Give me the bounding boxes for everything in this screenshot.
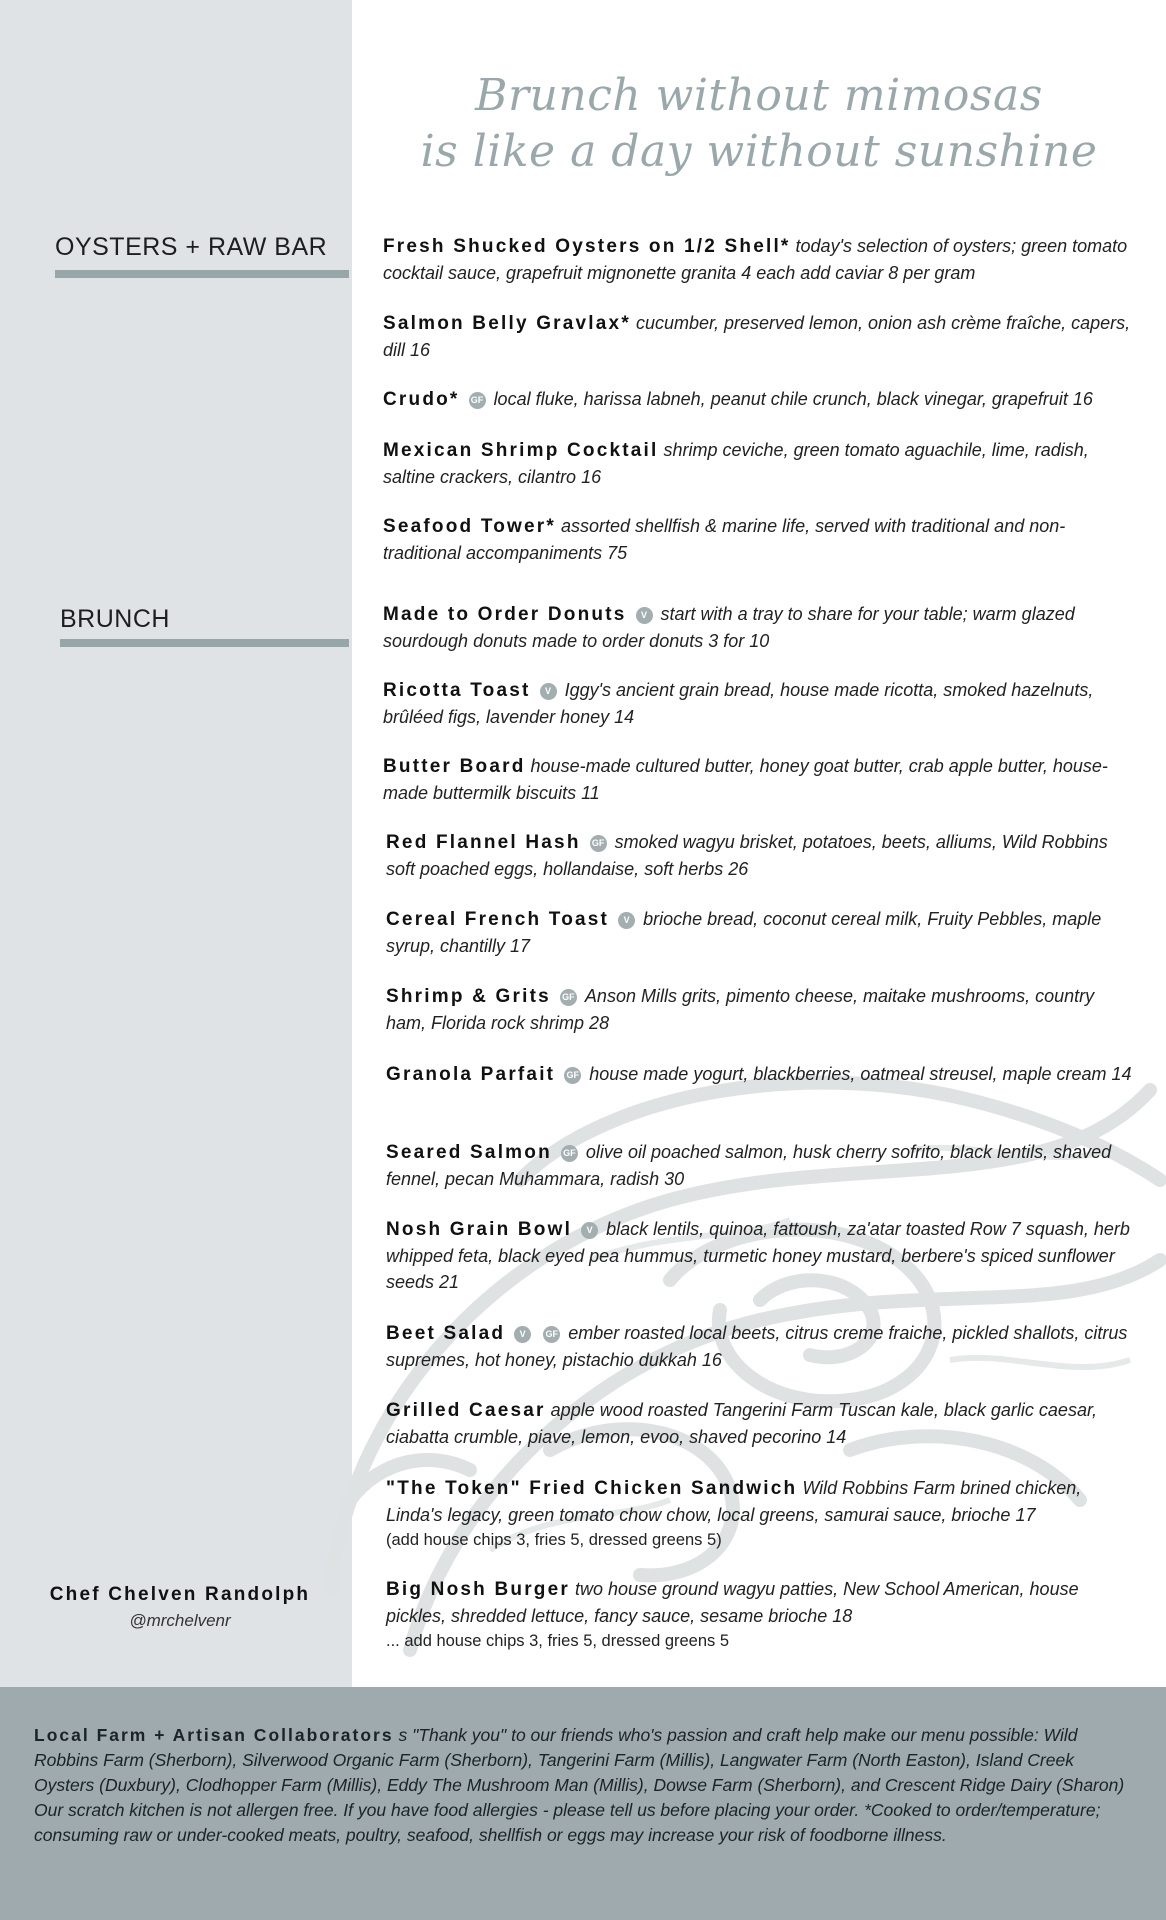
item-name: Grilled Caesar — [386, 1400, 546, 1421]
item-name: Shrimp & Grits — [386, 986, 551, 1007]
chef-social-handle: @mrchelvenr — [129, 1611, 231, 1630]
item-description: today's selection of oysters; green tomato cocktail sauce, grapefruit mignonette granita 4 each add caviar 8 per gram — [383, 236, 1128, 283]
menu-item — [386, 1576, 1136, 1653]
menu-item — [383, 233, 1133, 286]
item-name: Nosh Grain Bowl — [386, 1219, 573, 1240]
menu-item — [383, 513, 1133, 566]
item-name: Mexican Shrimp Cocktail — [383, 440, 659, 461]
menu-item — [386, 906, 1136, 959]
item-name: Beet Salad — [386, 1323, 506, 1344]
item-name: Ricotta Toast — [383, 680, 531, 701]
item-name: Red Flannel Hash — [386, 832, 581, 853]
item-description: apple wood roasted Tangerini Farm Tuscan kale, black garlic caesar, ciabatta crumble, piave, lemon, evoo, shaved pecorino 14 — [386, 1400, 1097, 1447]
menu-item — [386, 1061, 1136, 1088]
menu-item — [383, 437, 1133, 490]
vegetarian-badge-icon: V — [636, 607, 653, 624]
item-name: Granola Parfait — [386, 1064, 556, 1085]
menu-item — [386, 1397, 1136, 1450]
vegetarian-badge-icon: V — [618, 912, 635, 929]
item-name: Fresh Shucked Oysters on 1/2 Shell* — [383, 236, 791, 257]
menu-item — [386, 1139, 1136, 1192]
item-name: Made to Order Donuts — [383, 604, 627, 625]
item-add-ons: ... add house chips 3, fries 5, dressed greens 5 — [386, 1632, 730, 1650]
vegetarian-badge-icon: V — [581, 1222, 598, 1239]
menu-item — [383, 677, 1133, 730]
gluten-free-badge-icon: GF — [561, 1145, 578, 1162]
item-description: cucumber, preserved lemon, onion ash crème fraîche, capers, dill 16 — [383, 313, 1131, 360]
item-name: Big Nosh Burger — [386, 1579, 570, 1600]
item-name: Salmon Belly Gravlax* — [383, 313, 631, 334]
footer-collaborators-heading: Local Farm + Artisan Collaborators — [34, 1725, 394, 1745]
gluten-free-badge-icon: GF — [469, 392, 486, 409]
item-add-ons: (add house chips 3, fries 5, dressed greens 5) — [386, 1531, 722, 1549]
item-description: shrimp ceviche, green tomato aguachile, lime, radish, saltine crackers, cilantro 16 — [383, 440, 1089, 487]
headline — [352, 68, 1166, 180]
item-name: Seared Salmon — [386, 1142, 552, 1163]
item-name: Butter Board — [383, 756, 526, 777]
menu-item — [383, 386, 1133, 413]
chef-name: Chef Chelven Randolph — [49, 1584, 311, 1605]
section-title-raw-bar: OYSTERS + RAW BAR — [55, 233, 328, 261]
menu-item — [383, 310, 1133, 363]
menu-item — [386, 1320, 1136, 1373]
item-description: Wild Robbins Farm brined chicken, Linda's legacy, green tomato chow chow, local greens, samurai sauce, brioche 17 — [386, 1478, 1082, 1525]
item-description: Iggy's ancient grain bread, house made ricotta, smoked hazelnuts, brûléed figs, lavender honey 14 — [383, 680, 1094, 727]
item-description: Anson Mills grits, pimento cheese, maitake mushrooms, country ham, Florida rock shrimp 28 — [386, 986, 1095, 1033]
headline-line-2: is like a day without sunshine — [420, 126, 1098, 177]
item-description: house made yogurt, blackberries, oatmeal streusel, maple cream 14 — [589, 1064, 1132, 1084]
item-description: ember roasted local beets, citrus creme fraiche, pickled shallots, citrus supremes, hot honey, pistachio dukkah 16 — [386, 1323, 1128, 1370]
gluten-free-badge-icon: GF — [543, 1326, 560, 1343]
item-description: assorted shellfish & marine life, served with traditional and non-traditional accompaniments 75 — [383, 516, 1066, 563]
menu-item — [386, 1216, 1136, 1295]
item-description: brioche bread, coconut cereal milk, Fruity Pebbles, maple syrup, chantilly 17 — [386, 909, 1102, 956]
item-description: house-made cultured butter, honey goat butter, crab apple butter, house-made buttermilk biscuits 11 — [383, 756, 1108, 803]
menu-item — [383, 601, 1133, 654]
section-title-brunch: BRUNCH — [60, 605, 170, 633]
item-description: smoked wagyu brisket, potatoes, beets, alliums, Wild Robbins soft poached eggs, hollandaise, soft herbs 26 — [386, 832, 1108, 879]
section-rule-brunch — [60, 639, 349, 647]
item-description: local fluke, harissa labneh, peanut chile crunch, black vinegar, grapefruit 16 — [493, 389, 1093, 409]
vegetarian-badge-icon: V — [540, 683, 557, 700]
footer-text — [34, 1723, 1139, 1848]
item-description: two house ground wagyu patties, New School American, house pickles, shredded lettuce, fancy sauce, sesame brioche 18 — [386, 1579, 1079, 1626]
gluten-free-badge-icon: GF — [590, 835, 607, 852]
item-name: "The Token" Fried Chicken Sandwich — [386, 1478, 798, 1499]
item-description: black lentils, quinoa, fattoush, za'atar toasted Row 7 squash, herb whipped feta, black eyed pea hummus, turmetic honey mustard, berbere's spiced sunflower seeds 21 — [386, 1219, 1130, 1292]
menu-item — [386, 983, 1136, 1036]
footer-allergen-notice: Our scratch kitchen is not allergen free. If you have food allergies - please tell us before placing your order. *Cooked to order/temperature; consuming raw or under-cooked meats, poultry, seafood, shellfish or eggs may increase your risk of foodborne illness. — [34, 1800, 1101, 1845]
item-name: Crudo* — [383, 389, 460, 410]
vegetarian-badge-icon: V — [514, 1326, 531, 1343]
menu-item — [386, 1475, 1136, 1552]
menu-item — [383, 753, 1133, 806]
menu-item — [386, 829, 1136, 882]
item-name: Seafood Tower* — [383, 516, 556, 537]
gluten-free-badge-icon: GF — [560, 989, 577, 1006]
section-rule-raw-bar — [55, 270, 349, 278]
footer-thanks: s "Thank you" to our friends who's passion and craft help make our menu possible: Wild Robbins Farm (Sherborn), Silverwood Organic Farm (Sherborn), Tangerini Farm (Millis), Langwater Farm (North Easton), Island Creek Oysters (Duxbury), Clodhopper Farm (Millis), Eddy The Mushroom Man (Millis), Dowse Farm (Sherborn), and Crescent Ridge Dairy (Sharon) — [34, 1725, 1125, 1795]
item-name: Cereal French Toast — [386, 909, 610, 930]
item-description: olive oil poached salmon, husk cherry sofrito, black lentils, shaved fennel, pecan Muhammara, radish 30 — [386, 1142, 1112, 1189]
item-description: start with a tray to share for your table; warm glazed sourdough donuts made to order donuts 3 for 10 — [383, 604, 1075, 651]
gluten-free-badge-icon: GF — [564, 1067, 581, 1084]
headline-line-1: Brunch without mimosas — [475, 70, 1043, 121]
